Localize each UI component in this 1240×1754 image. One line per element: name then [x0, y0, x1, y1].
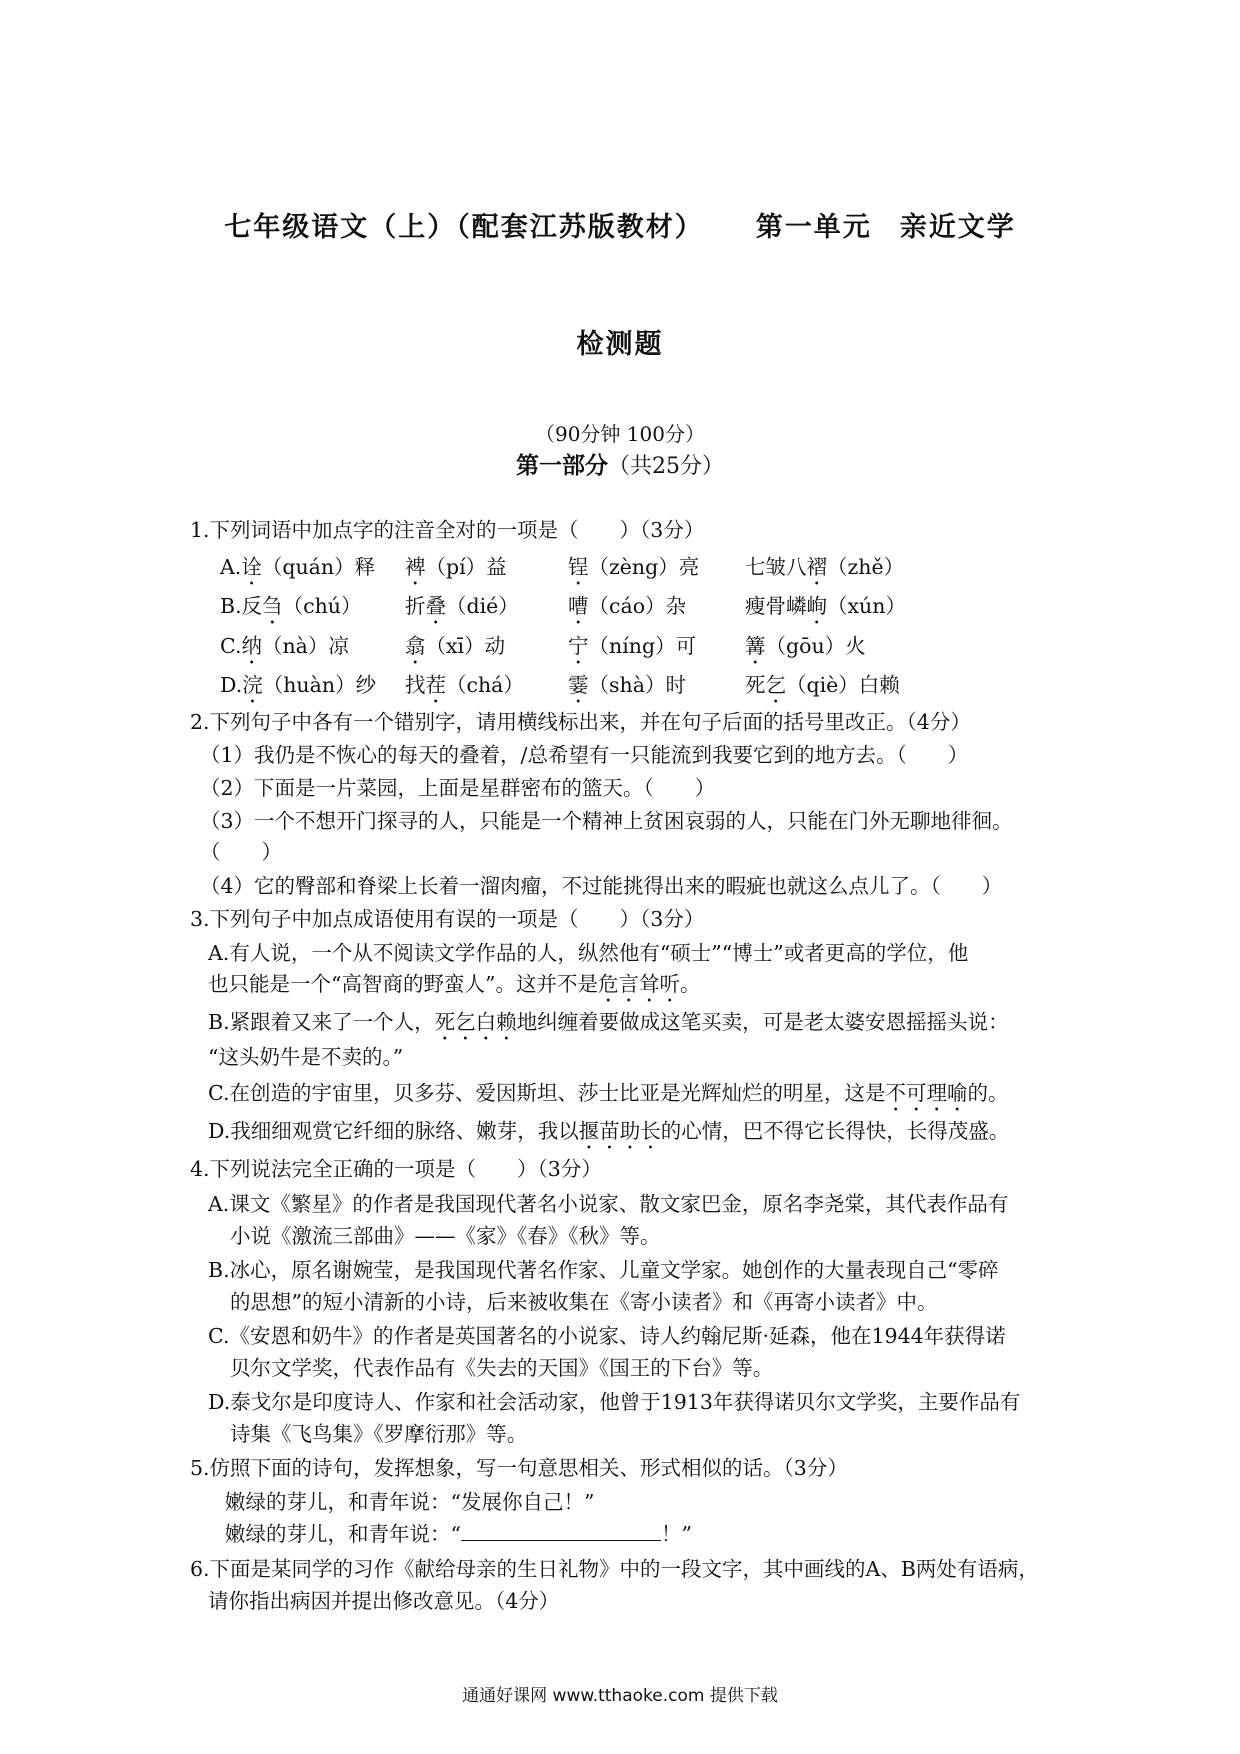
q2-sentence-4: （4）它的臀部和脊梁上长着一溜肉瘤，不过能挑得出来的暇疵也就这么点儿了。（ ） [200, 874, 1003, 898]
question-5-stem: 5.仿照下面的诗句，发挥想象，写一句意思相关、形式相似的话。（3分） [190, 1456, 848, 1480]
exam-subtitle: 检测题 [576, 329, 664, 360]
q5-example-line: 嫩绿的芽儿，和青年说：“发展你自己！” [225, 1490, 595, 1514]
q5-answer-line: 嫩绿的芽儿，和青年说：“ ！” [225, 1522, 692, 1546]
page-footer: 通通好课网 www.tthaoke.com 提供下载 [462, 1686, 778, 1706]
q4-option-b-line2: 的思想”的短小清新的小诗，后来被收集在《寄小读者》和《再寄小读者》中。 [230, 1290, 938, 1314]
q2-sentence-1: （1）我仍是不恢心的每天的叠着，/总希望有一只能流到我要它到的地方去。（ ） [200, 743, 969, 767]
q4-option-d-line2: 诗集《飞鸟集》《罗摩衍那》等。 [230, 1422, 528, 1446]
question-2-stem: 2.下列句子中各有一个错别字，请用横线标出来，并在句子后面的括号里改正。（4分） [190, 710, 971, 734]
q2-sentence-2: （2）下面是一片菜园，上面是星群密布的篮天。（ ） [200, 776, 716, 800]
q3-option-b-line2: “这头奶牛是不卖的。” [208, 1045, 404, 1069]
q2-sentence-3-bracket: （ ） [200, 840, 282, 864]
q3-option-a-line2: 也只能是一个“高智商的野蛮人”。这并不是危言耸听。 [208, 972, 701, 996]
title-unit: 第一单元 [755, 212, 872, 243]
q4-option-b-line1: B.冰心，原名谢婉莹，是我国现代著名作家、儿童文学家。她创作的大量表现自己“零碎 [208, 1258, 999, 1282]
part-label: 第一部分 [516, 453, 608, 479]
q4-option-a-line2: 小说《激流三部曲》——《家》《春》《秋》等。 [230, 1224, 661, 1248]
q3-option-b-line1: B.紧跟着又来了一个人，死乞白赖地纠缠着要做成这笔买卖，可是老太婆安恩摇摇头说： [208, 1010, 1009, 1034]
title-theme: 亲近文学 [899, 212, 1016, 243]
question-6-stem: 6.下面是某同学的习作《献给母亲的生日礼物》中的一段文字，其中画线的A、B两处有语病， [190, 1557, 1039, 1581]
question-6-stem-line2: 请你指出病因并提出修改意见。（4分） [208, 1589, 560, 1613]
q4-option-a-line1: A.课文《繁星》的作者是我国现代著名小说家、散文家巴金，原名李尧棠，其代表作品有 [208, 1192, 1009, 1216]
q5-answer-blank[interactable] [461, 1522, 661, 1541]
question-3-stem: 3.下列句子中加点成语使用有误的一项是（ ）（3分） [190, 907, 705, 931]
q4-option-d-line1: D.泰戈尔是印度诗人、作家和社会活动家，他曾于1913年获得诺贝尔文学奖，主要作品有 [208, 1390, 1021, 1414]
exam-page: 七年级语文（上）（配套江苏版教材） 第一单元 亲近文学 检测题 （90分钟 100分） 第一部分（共25分） 1.下列词语中加点字的注音全对的一项是（ ）（3分） A.诠（quán）释 裨（pí）益 锃（zèng）亮 七皱八褶（zhě） B.反刍（chú） 折叠（dié） 嘈（cáo）杂 瘦骨嶙峋（xún） C.纳（nà）凉 翕（xī）动 宁（níng）可 篝（gōu）火 D.浣（huàn）纱 找茬（chá） 霎（shà）时 死乞（qiè）白赖 2.下列句子中各有一个错别字，请用横线标出来，并在句子后面的括号里改正。（4分） （1）我仍是不恢心的每天的叠着，/总希望有一只能流到我要它到的地方去。（ ） （2）下面是一片菜园，上面是星群密布的篮天。（ ） （3）一个不想开门探寻的人，只能是一个精神上贫困哀弱的人，只能在门外无聊地徘徊。 （ ） （4）它的臀部和脊梁上长着一溜肉瘤，不过能挑得出来的暇疵也就这么点儿了。（ ） 3.下列句子中加点成语使用有误的一项是（ ）（3分） A.有人说，一个从不阅读文学作品的人，纵然他有“硕士”“博士”或者更高的学位，他 也只能是一个“高智商的野蛮人”。这并不是危言耸听。 B.紧跟着又来了一个人，死乞白赖地纠缠着要做成这笔买卖，可是老太婆安恩摇摇头说： “这头奶牛是不卖的。” C.在创造的宇宙里，贝多芬、爱因斯坦、莎士比亚是光辉灿烂的明星，这是不可理喻的。 D.我细细观赏它纤细的脉络、嫩芽，我以揠苗助长的心情，巴不得它长得快，长得茂盛。 4.下列说法完全正确的一项是（ ）（3分） A.课文《繁星》的作者是我国现代著名小说家、散文家巴金，原名李尧棠，其代表作品有 小说《激流三部曲》——《家》《春》《秋》等。 B.冰心，原名谢婉莹，是我国现代著名作家、儿童文学家。她创作的大量表现自己“零碎 的思想”的短小清新的小诗，后来被收集在《寄小读者》和《再寄小读者》中。 C.《安恩和奶牛》的作者是英国著名的小说家、诗人约翰尼斯·延森，他在1944年获得诺 贝尔文学奖，代表作品有《失去的天国》《国王的下台》等。 D.泰戈尔是印度诗人、作家和社会活动家，他曾于1913年获得诺贝尔文学奖，主要作品有 诗集《飞鸟集》《罗摩衍那》等。 5.仿照下面的诗句，发挥想象，写一句意思相关、形式相似的话。（3分） 嫩绿的芽儿，和青年说：“发展你自己！” 嫩绿的芽儿，和青年说：“ ！” 6.下面是某同学的习作《献给母亲的生日礼物》中的一段文字，其中画线的A、B两处有语病， 请你指出病因并提出修改意见。（4分） 通通好课网 www.tthaoke.com 提供下载 [0, 0, 1240, 1754]
title-course: 七年级语文（上）（配套江苏版教材） [224, 212, 704, 243]
exam-title [0, 205, 1240, 244]
q2-sentence-3: （3）一个不想开门探寻的人，只能是一个精神上贫困哀弱的人，只能在门外无聊地徘徊。 [200, 809, 1013, 833]
q4-option-c-line1: C.《安恩和奶牛》的作者是英国著名的小说家、诗人约翰尼斯·延森，他在1944年获得诺 [208, 1324, 1006, 1348]
q3-option-a-line1: A.有人说，一个从不阅读文学作品的人，纵然他有“硕士”“博士”或者更高的学位，他 [208, 941, 969, 965]
q4-option-c-line2: 贝尔文学奖，代表作品有《失去的天国》《国王的下台》等。 [230, 1356, 774, 1380]
question-1-stem: 1.下列词语中加点字的注音全对的一项是（ ）（3分） [190, 518, 705, 542]
exam-duration: （90分钟 100分） [535, 422, 705, 446]
part-heading [0, 447, 1240, 480]
question-4-stem: 4.下列说法完全正确的一项是（ ）（3分） [190, 1157, 602, 1181]
part-score: （共25分） [608, 454, 724, 479]
q3-option-d: D.我细细观赏它纤细的脉络、嫩芽，我以揠苗助长的心情，巴不得它长得快，长得茂盛。 [208, 1119, 1010, 1143]
q3-option-c: C.在创造的宇宙里，贝多芬、爱因斯坦、莎士比亚是光辉灿烂的明星，这是不可理喻的。 [208, 1081, 1009, 1105]
